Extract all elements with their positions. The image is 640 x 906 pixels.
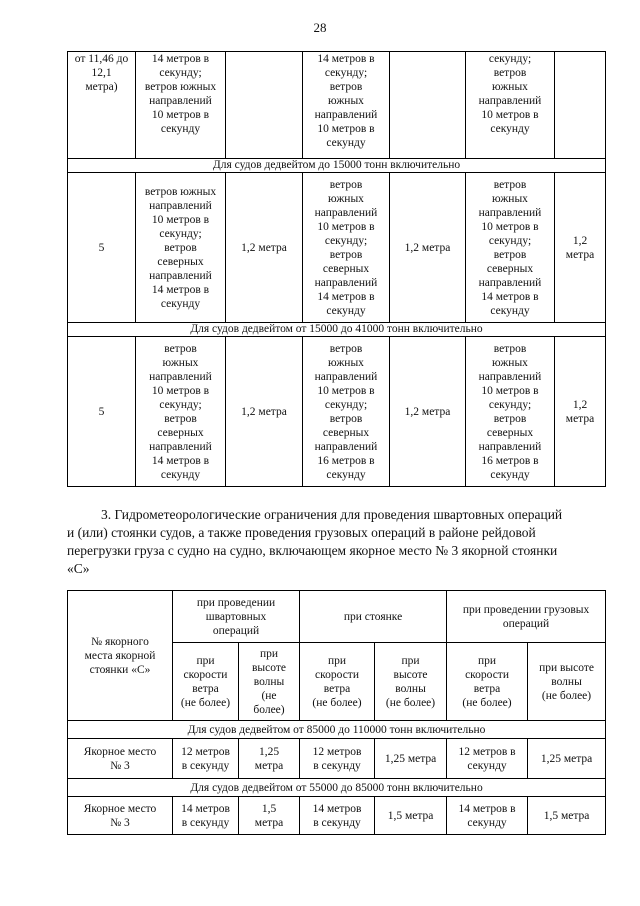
section-header: Для судов дедвейтом от 85000 до 110000 тонн включительно [68, 721, 606, 739]
table-cell: ветров южных направлений 10 метров в секунду; ветров северных направлений 16 метров в секунду [466, 337, 555, 487]
paragraph-line: «С» [67, 561, 90, 576]
table-cell: 1,25 метра [528, 739, 606, 779]
cargo-header: при проведении грузовых операций [447, 591, 606, 643]
anchor-place-header: № якорного места якорной стоянки «С» [68, 591, 173, 721]
table-cell: 1,25 метра [239, 739, 300, 779]
table-cell: ветров южных направлений 10 метров в секунду; ветров северных направлений 14 метров в секунду [136, 337, 226, 487]
table-cell: 14 метров в секунду; ветров южных направлений 10 метров в секунду [303, 52, 390, 159]
table-cell [226, 52, 303, 159]
table-cell: ветров южных направлений 10 метров в секунду; ветров северных направлений 14 метров в секунду [466, 173, 555, 323]
table-cell: 1,5 метра [375, 797, 447, 835]
subheader-cell: при высоте волны (не более) [528, 643, 606, 721]
section-header-row [68, 779, 606, 797]
table-row [68, 52, 606, 159]
subheader-cell: при скорости ветра (не более) [173, 643, 239, 721]
table-cell: 14 метров в секунду; ветров южных направлений 10 метров в секунду [136, 52, 226, 159]
paragraph-line: 3. Гидрометеорологические ограничения для проведения швартовных операций [101, 507, 563, 522]
table-cell: 1,5 метра [528, 797, 606, 835]
subheader-cell: при скорости ветра (не более) [447, 643, 528, 721]
table-cell: 1,25 метра [375, 739, 447, 779]
section-header-row [68, 721, 606, 739]
table-row [68, 739, 606, 779]
table-cell [555, 52, 606, 159]
table-cell: 14 метров в секунду [447, 797, 528, 835]
paragraph-line: перегрузки груза с судно на судно, включающем якорное место № 3 якорной стоянки [67, 543, 558, 558]
table-cell: 1,2 метра [390, 337, 466, 487]
subheader-cell: при высоте волны (не более) [239, 643, 300, 721]
subheader-cell: при скорости ветра (не более) [300, 643, 375, 721]
table-cell: 1,2 метра [555, 173, 606, 323]
table-cell: от 11,46 до 12,1 метра) [68, 52, 136, 159]
subheader-cell: при высоте волны (не более) [375, 643, 447, 721]
table-cell: 1,2 метра [226, 173, 303, 323]
table-cell: 12 метров в секунду [173, 739, 239, 779]
table-cell: 1,5 метра [239, 797, 300, 835]
table-cell: Якорное место № 3 [68, 739, 173, 779]
table-cell: 5 [68, 173, 136, 323]
wind-wave-limits-table [67, 51, 606, 487]
section-3-paragraph [67, 506, 605, 578]
paragraph-line: и (или) стоянки судов, а также проведения грузовых операций в районе рейдовой [67, 525, 536, 540]
table-row [68, 173, 606, 323]
section-header: Для судов дедвейтом до 15000 тонн включительно [68, 159, 606, 173]
table-cell: 1,2 метра [226, 337, 303, 487]
table-cell: 1,2 метра [390, 173, 466, 323]
table-cell: ветров южных направлений 10 метров в секунду; ветров северных направлений 14 метров в секунду [136, 173, 226, 323]
table-cell: 14 метров в секунду [173, 797, 239, 835]
anchorage-header: при стоянке [300, 591, 447, 643]
table-cell: 12 метров в секунду [300, 739, 375, 779]
table-cell: ветров южных направлений 10 метров в секунду; ветров северных направлений 14 метров в секунду [303, 173, 390, 323]
table-row [68, 337, 606, 487]
table-cell: 5 [68, 337, 136, 487]
section-header-row [68, 159, 606, 173]
table-cell: 14 метров в секунду [300, 797, 375, 835]
table-cell: ветров южных направлений 10 метров в секунду; ветров северных направлений 16 метров в секунду [303, 337, 390, 487]
section-header: Для судов дедвейтом от 55000 до 85000 тонн включительно [68, 779, 606, 797]
section-header: Для судов дедвейтом от 15000 до 41000 тонн включительно [68, 323, 606, 337]
header-row [68, 591, 606, 643]
anchorage-c-limits-table [67, 590, 606, 835]
table-cell: секунду; ветров южных направлений 10 метров в секунду [466, 52, 555, 159]
table-cell [390, 52, 466, 159]
table-cell: 12 метров в секунду [447, 739, 528, 779]
table-cell: 1,2 метра [555, 337, 606, 487]
table-row [68, 797, 606, 835]
table-cell: Якорное место № 3 [68, 797, 173, 835]
section-header-row [68, 323, 606, 337]
mooring-header: при проведении швартовных операций [173, 591, 300, 643]
page-number: 28 [313, 20, 327, 35]
